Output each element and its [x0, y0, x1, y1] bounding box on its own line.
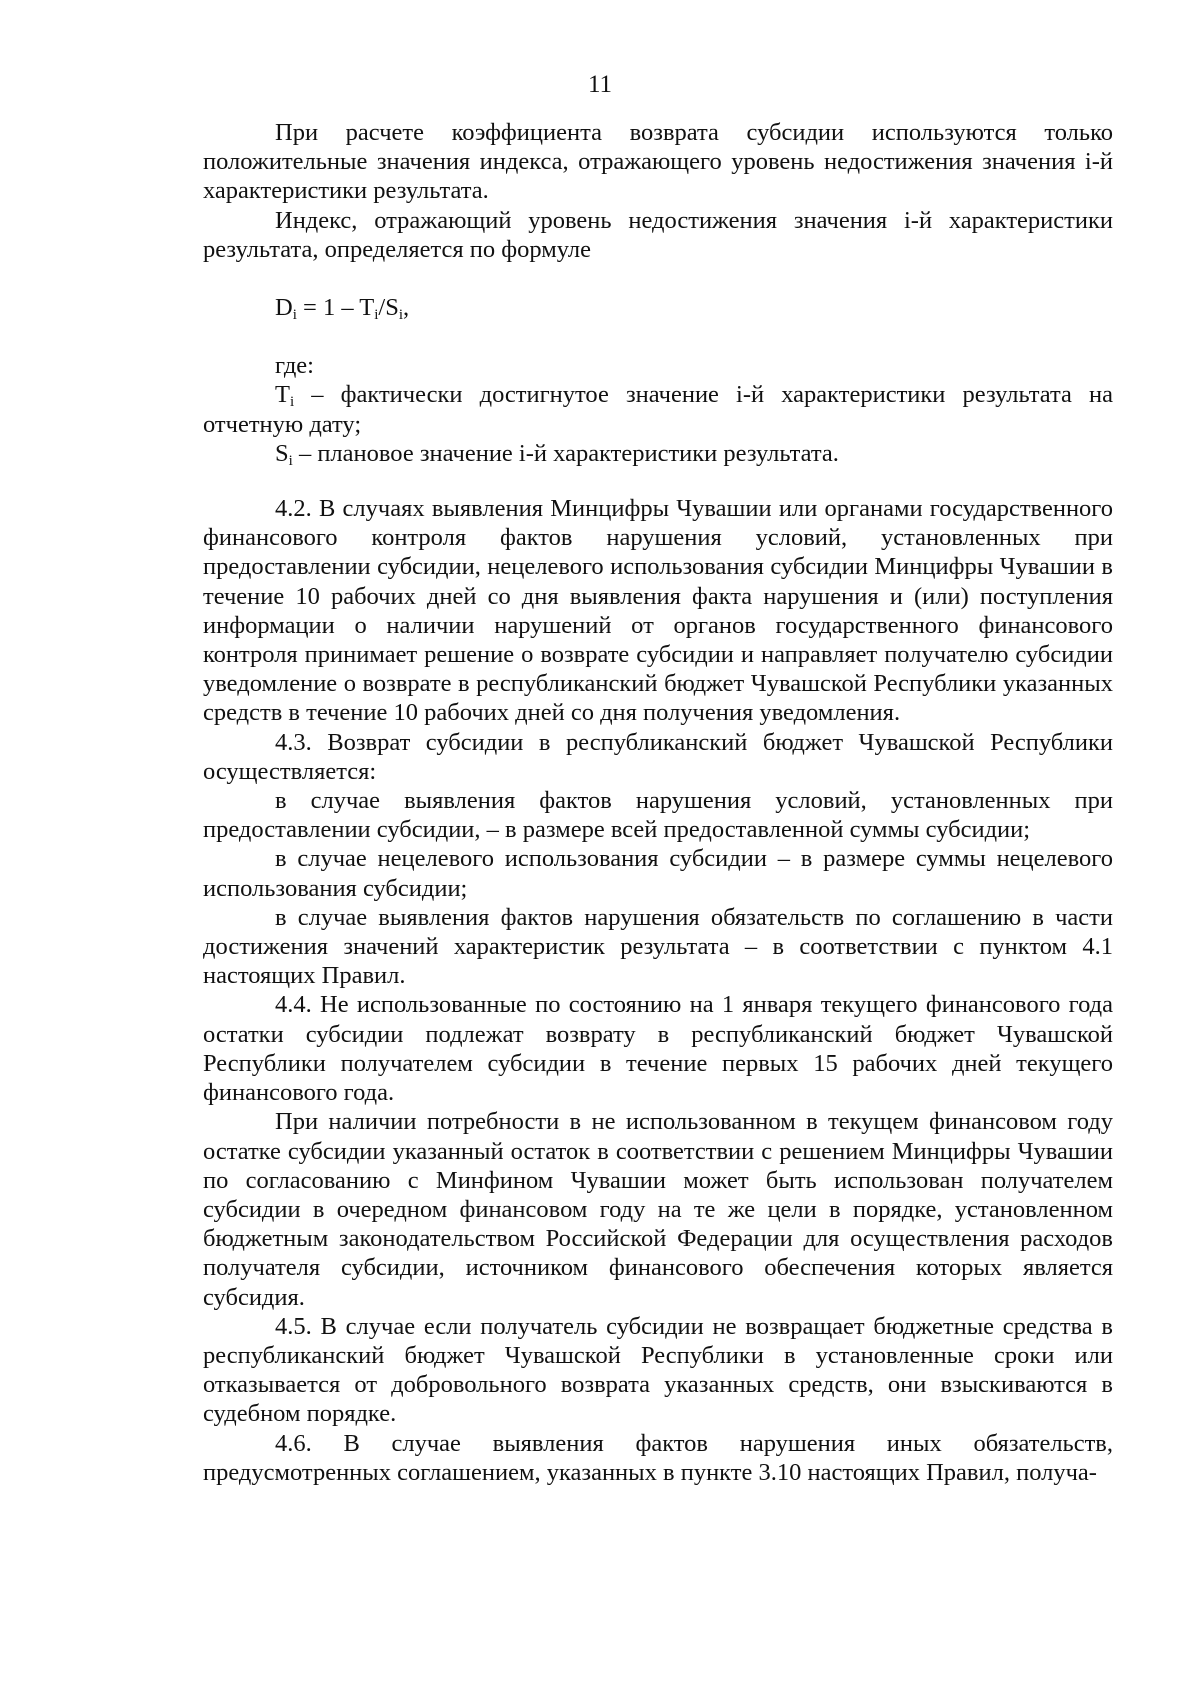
formula-sub-1: i — [292, 307, 297, 324]
where-label: где: — [275, 352, 314, 380]
clause-4-5: 4.5. В случае если получатель субсидии не возвращает бюджетные средства в республиканский бюджет Чувашской Республики в установленные сроки или отказывается от добровольного возврата указанных средств, они взыскиваются в судебном порядке. — [203, 1312, 1113, 1428]
clause-4-3: 4.3. Возврат субсидии в республиканский бюджет Чувашской Республики осуществляется: — [203, 728, 1113, 785]
formula-end: , — [403, 294, 410, 322]
clause-4-4-b: При наличии потребности в не использованном в текущем финансовом году остатке субсидии указанный остаток в соответствии с решением Минцифры Чувашии по согласованию с Минфином Чувашии может быть использован получателем субсидии в очередном финансовом году на те же цели в порядке, установленном бюджетным законодательством Российской Федерации для осуществления расходов получателя субсидии, источником финансового обеспечения которых является субсидия. — [203, 1108, 1113, 1311]
formula-d: D — [275, 294, 293, 322]
clause-4-4: 4.4. Не использованные по состоянию на 1 января текущего финансового года остатки субсидии подлежат возврату в республиканский бюджет Чувашской Республики получателем субсидии в течение первых 15 рабочих дней текущего финансового года. — [203, 991, 1113, 1107]
clause-4-3-a: в случае выявления фактов нарушения условий, установленных при предоставлении субсидии, – в размере всей предоставленной суммы субсидии; — [203, 787, 1113, 844]
formula-mid2: /S — [378, 294, 399, 322]
paragraph-coefficient-note: При расчете коэффициента возврата субсидии используются только положительные значения индекса, отражающего уровень недостижения значения i-й характеристики результата. — [203, 119, 1113, 205]
definition-s-i — [203, 439, 1113, 468]
clause-4-2: 4.2. В случаях выявления Минцифры Чувашии или органами государственного финансового контроля фактов нарушения условий, установленных при предоставлении субсидии, нецелевого использования субсидии Минцифры Чувашии в течение 10 рабочих дней со дня выявления факта нарушения и (или) поступления информации о наличии нарушений от органов государственного финансового контроля принимает решение о возврате субсидии и направляет получателю субсидии уведомление о возврате в республиканский бюджет Чувашской Республики указанных средств в течение 10 рабочих дней со дня получения уведомления. — [203, 495, 1113, 727]
clause-4-3-c: в случае выявления фактов нарушения обязательств по соглашению в части достижения значений характеристик результата – в соответствии с пунктом 4.1 настоящих Правил. — [203, 903, 1113, 990]
spacer — [203, 322, 1113, 351]
definition-t-text: – фактически достигнутое значение i-й характеристики результата на отчетную дату; — [203, 381, 1113, 438]
symbol-t-sub: i — [289, 394, 295, 411]
symbol-t: T — [275, 381, 290, 409]
formula-sub-2: i — [374, 307, 379, 324]
document-body — [203, 118, 1113, 1487]
page-number: 11 — [587, 71, 613, 98]
paragraph-index-definition: Индекс, отражающий уровень недостижения значения i-й характеристики результата, определяется по формуле — [203, 206, 1113, 263]
clause-4-3-b: в случае нецелевого использования субсидии – в размере суммы нецелевого использования субсидии; — [203, 845, 1113, 902]
symbol-s: S — [275, 439, 289, 467]
clause-4-6: 4.6. В случае выявления фактов нарушения иных обязательств, предусмотренных соглашением, указанных в пункте 3.10 настоящих Правил, получа- — [203, 1429, 1113, 1486]
definition-s-text: – плановое значение i-й характеристики результата. — [292, 439, 839, 467]
formula-sub-3: i — [398, 307, 403, 324]
symbol-s-sub: i — [288, 452, 293, 469]
definition-t-i — [203, 380, 1113, 438]
formula-mid: = 1 – T — [296, 294, 375, 322]
formula-d-i — [203, 293, 1113, 322]
spacer — [203, 264, 1113, 293]
spacer — [203, 468, 1113, 494]
